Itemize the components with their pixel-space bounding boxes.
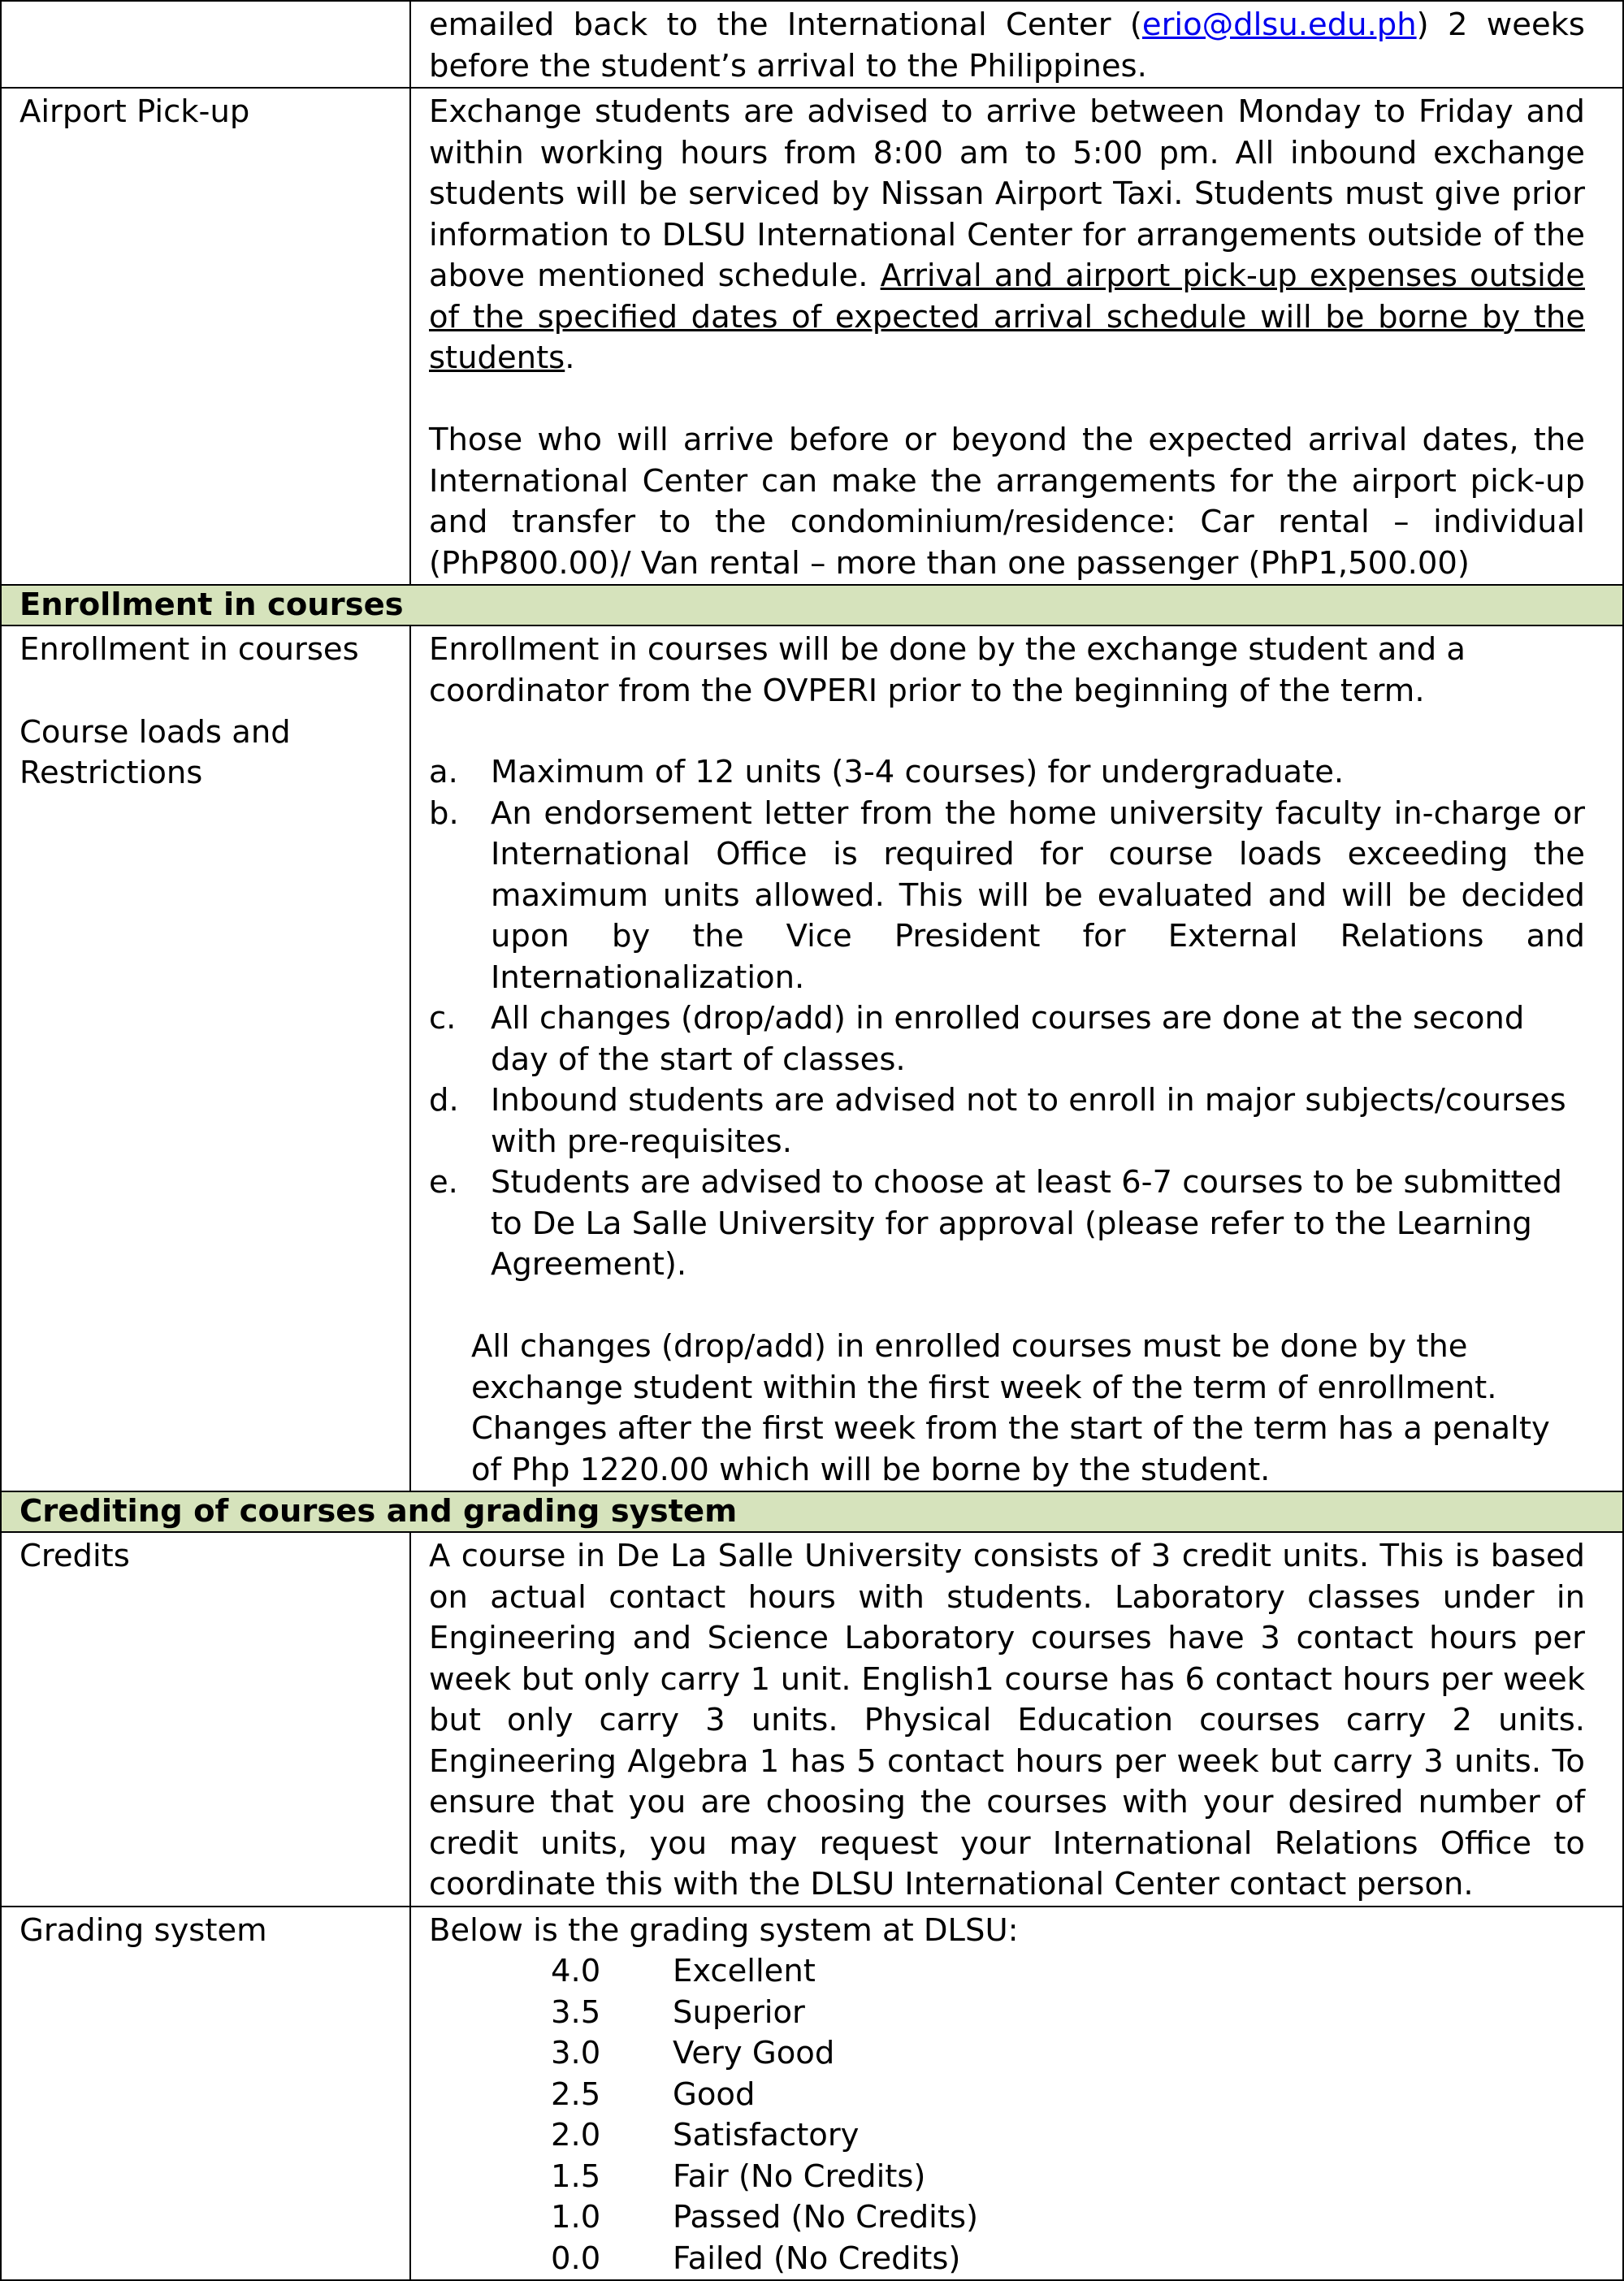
grade-label: Very Good [673, 2035, 835, 2071]
list-marker: e. [429, 1164, 458, 1201]
enrollment-label: Enrollment in courses [19, 631, 359, 668]
continuation-text-pre: emailed back to the International Center ( [429, 6, 1142, 43]
grade-value: 1.5 [551, 2158, 601, 2195]
grade-row [429, 2157, 1585, 2198]
airport-para1-text: Exchange students are advised to arrive between Monday to Friday and within working hours from 8:00 am to 5:00 pm. All inbound exchange students will be serviced by Nissan Airport Taxi. Students must give prior information to DLSU International Center for arrangements outside of the above mentioned schedule. [429, 93, 1585, 294]
airport-label: Airport Pick-up [1, 88, 410, 585]
course-loads-label: Course loads and Restrictions [19, 713, 291, 791]
grade-row [429, 1951, 1585, 1993]
list-marker: a. [429, 754, 458, 790]
grade-row [429, 2239, 1585, 2280]
airport-cell [410, 88, 1623, 585]
restrictions-list [429, 752, 1585, 1286]
list-item [429, 1162, 1585, 1286]
airport-para1-end: . [565, 340, 575, 376]
grade-row [429, 2197, 1585, 2239]
credits-label: Credits [1, 1532, 410, 1907]
grading-intro: Below is the grading system at DLSU: [429, 1911, 1019, 1949]
airport-para1 [429, 92, 1585, 379]
spacer [429, 1286, 1585, 1327]
grade-row [429, 2033, 1585, 2075]
list-item-text: Inbound students are advised not to enroll in major subjects/courses with pre-requisites. [491, 1082, 1566, 1160]
table-row [1, 625, 1623, 1491]
email-link[interactable]: erio@dlsu.edu.ph [1141, 6, 1417, 43]
grade-label: Fair (No Credits) [673, 2158, 926, 2195]
table-row [1, 1, 1623, 88]
grade-value: 2.0 [551, 2117, 601, 2153]
list-item-text: Maximum of 12 units (3-4 courses) for undergraduate. [491, 754, 1345, 790]
list-item [429, 794, 1585, 999]
spacer [429, 712, 1585, 752]
grade-label: Good [673, 2075, 756, 2113]
grade-row [429, 2115, 1585, 2157]
grade-label: Satisfactory [673, 2117, 860, 2153]
list-item [429, 998, 1585, 1080]
section-title-enrollment: Enrollment in courses [1, 585, 1623, 625]
grades-list [429, 1951, 1585, 2279]
section-header-row [1, 1491, 1623, 1532]
section-title-crediting: Crediting of courses and grading system [1, 1491, 1623, 1532]
grade-value: 3.0 [551, 2035, 601, 2071]
list-item [429, 752, 1585, 794]
section-header-row [1, 585, 1623, 625]
table-row [1, 88, 1623, 585]
spacer [19, 671, 403, 712]
enrollment-text: Enrollment in courses will be done by the exchange student and a coordinator from the OVPERI prior to the beginning of the term. [429, 631, 1466, 709]
credits-text: A course in De La Salle University consists of 3 credit units. This is based on actual contact hours with students. Laboratory classes under in Engineering and Science Laboratory courses have 3 contact hours per week but only carry 1 unit. English1 course has 6 contact hours per week but only carry 3 units. Physical Education courses carry 2 units. Engineering Algebra 1 has 5 contact hours per week but carry 3 units. To ensure that you are choosing the courses with your desired number of credit units, you may request your International Relations Office to coordinate this with the DLSU International Center contact person. [410, 1532, 1623, 1907]
airport-para1-underlined: Arrival and airport pick-up expenses outside of the specified dates of expected arrival schedule will be borne by the students [429, 258, 1585, 376]
grade-value: 4.0 [551, 1953, 601, 1989]
list-marker: d. [429, 1082, 459, 1119]
label-cell-empty [1, 1, 410, 88]
continuation-text-post: ) 2 weeks before the student’s arrival to the Philippines. [429, 6, 1585, 84]
grade-value: 3.5 [551, 1993, 601, 2031]
grading-cell [410, 1907, 1623, 2281]
enrollment-cell [410, 625, 1623, 1491]
grade-row [429, 2075, 1585, 2116]
continuation-cell [410, 1, 1623, 88]
list-item-text: All changes (drop/add) in enrolled courses are done at the second day of the start of classes. [491, 1000, 1525, 1078]
list-item-text: Students are advised to choose at least 6-7 courses to be submitted to De La Salle University for approval (please refer to the Learning Agreement). [491, 1164, 1562, 1283]
grade-label: Excellent [673, 1953, 816, 1989]
enrollment-label-cell [1, 625, 410, 1491]
grade-row [429, 1993, 1585, 2034]
grading-label: Grading system [1, 1907, 410, 2281]
table-row [1, 1907, 1623, 2281]
grade-label: Passed (No Credits) [673, 2199, 979, 2236]
list-marker: c. [429, 1000, 457, 1037]
grade-value: 0.0 [551, 2240, 601, 2277]
list-item-text: An endorsement letter from the home university faculty in-charge or International Office is required for course loads exceeding the maximum units allowed. This will be evaluated and will be decided upon by the Vice President for External Relations and Internationalization. [491, 794, 1585, 996]
table-row [1, 1532, 1623, 1907]
enrollment-note: All changes (drop/add) in enrolled courses must be done by the exchange student within the first week of the term of enrollment. Changes after the first week from the start of the term has a penalty of Php 1220.00 which will be borne by the student. [471, 1328, 1550, 1488]
airport-para2: Those who will arrive before or beyond the expected arrival dates, the International Center can make the arrangements for the airport pick-up and transfer to the condominium/residence: Car rental – individual (PhP800.00)/ Van rental – more than one passenger (PhP1,500.00) [429, 422, 1585, 582]
grade-label: Failed (No Credits) [673, 2240, 961, 2277]
grade-value: 2.5 [551, 2075, 601, 2113]
list-marker: b. [429, 794, 459, 832]
list-item [429, 1080, 1585, 1162]
spacer [429, 379, 1585, 421]
grade-label: Superior [673, 1993, 805, 2031]
grade-value: 1.0 [551, 2199, 601, 2236]
